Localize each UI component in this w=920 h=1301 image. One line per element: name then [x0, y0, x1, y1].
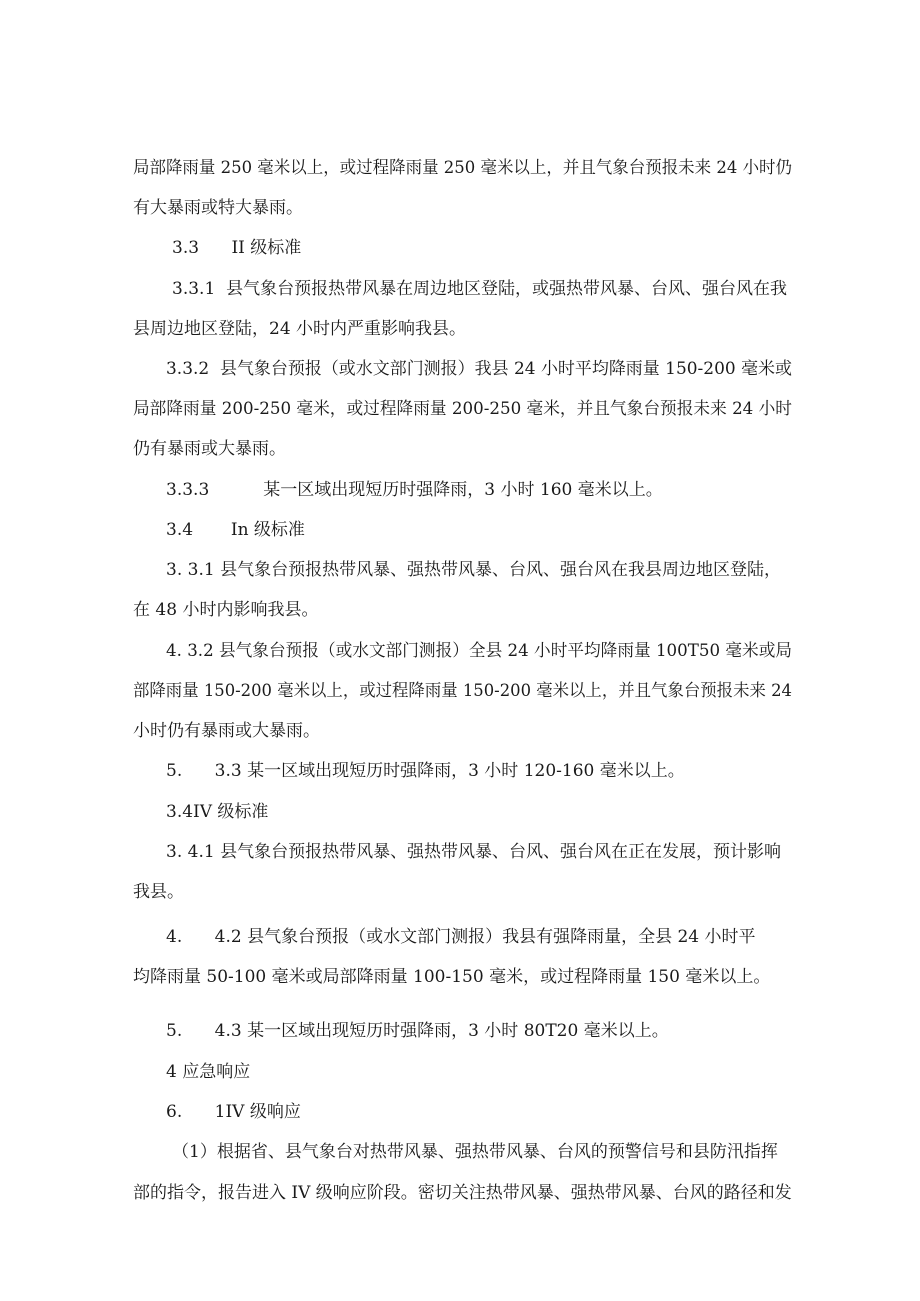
section-heading [166, 518, 305, 542]
section-heading [166, 1100, 301, 1124]
section-heading-text: 4 应急响应 [166, 1062, 251, 1082]
text-line [133, 156, 793, 180]
text-line [133, 679, 816, 703]
text-line-content: 有大暴雨或特大暴雨。 [133, 198, 303, 218]
text-line [133, 397, 804, 421]
text-line-content: 局部降雨量 250 毫米以上，或过程降雨量 250 毫米以上，并且气象台预报未来 24 小时仍 [133, 158, 793, 178]
section-heading-text: 3.3 II 级标准 [172, 238, 302, 258]
text-line [133, 196, 303, 220]
text-line-content: 3.3.1 县气象台预报热带风暴在周边地区登陆，或强热带风暴、台风、强台风在我 [172, 279, 788, 299]
text-line-content: 小时仍有暴雨或大暴雨。 [133, 721, 320, 741]
text-line [133, 965, 770, 989]
text-line [166, 357, 793, 381]
text-line [166, 840, 781, 864]
text-line [133, 719, 320, 743]
text-line [133, 598, 318, 622]
text-line-content: 4. 4.2 县气象台预报（或水文部门测报）我县有强降雨量，全县 24 小时平 [166, 927, 756, 947]
text-line [166, 1019, 669, 1043]
text-line [133, 437, 286, 461]
text-line-content: （1）根据省、县气象台对热带风暴、强热带风暴、台风的预警信号和县防汛指挥 [172, 1142, 778, 1162]
text-line-content: 我县。 [133, 882, 184, 902]
text-line [133, 1181, 792, 1205]
text-line [166, 478, 663, 502]
text-line-content: 县周边地区登陆，24 小时内严重影响我县。 [133, 319, 467, 339]
text-line [166, 925, 756, 949]
text-line-content: 均降雨量 50-100 毫米或局部降雨量 100-150 毫米，或过程降雨量 150 毫米以上。 [133, 967, 771, 987]
text-line-content: 3. 4.1 县气象台预报热带风暴、强热带风暴、台风、强台风在正在发展，预计影响 [166, 842, 782, 862]
section-heading-text: 3.4 In 级标准 [166, 520, 305, 540]
text-line-content: 在 48 小时内影响我县。 [133, 600, 319, 620]
text-line-content: 4. 3.2 县气象台预报（或水文部门测报）全县 24 小时平均降雨量 100T50 毫米或局 [166, 641, 793, 661]
text-line-content: 仍有暴雨或大暴雨。 [133, 439, 286, 459]
text-line-content: 3. 3.1 县气象台预报热带风暴、强热带风暴、台风、强台风在我县周边地区登陆， [166, 560, 782, 580]
section-heading-text: 6. 1IV 级响应 [166, 1102, 301, 1122]
text-line [172, 277, 787, 301]
text-line-content: 5. 3.3 某一区域出现短历时强降雨，3 小时 120-160 毫米以上。 [166, 761, 685, 781]
text-line-content: 局部降雨量 200-250 毫米，或过程降雨量 200-250 毫米，并且气象台预报未来 24 小时 [133, 399, 792, 419]
text-line-content: 部的指令，报告进入 IV 级响应阶段。密切关注热带风暴、强热带风暴、台风的路径和发 [133, 1183, 792, 1203]
text-line-content: 5. 4.3 某一区域出现短历时强降雨，3 小时 80T20 毫米以上。 [166, 1021, 669, 1041]
text-line [166, 759, 685, 783]
section-heading [172, 236, 301, 260]
text-line [133, 880, 184, 904]
section-heading [166, 1060, 250, 1084]
text-line [172, 1140, 778, 1164]
text-line [166, 558, 781, 582]
text-line-content: 3.3.3 某一区域出现短历时强降雨，3 小时 160 毫米以上。 [166, 480, 663, 500]
text-line [133, 317, 466, 341]
text-line-content: 部降雨量 150-200 毫米以上，或过程降雨量 150-200 毫米以上，并且气象台预报未来 24 [133, 681, 792, 701]
text-line-content: 3.3.2 县气象台预报（或水文部门测报）我县 24 小时平均降雨量 150-200 毫米或 [166, 359, 793, 379]
section-heading-text: 3.4IV 级标准 [166, 802, 269, 822]
section-heading [166, 800, 268, 824]
text-line [166, 639, 805, 663]
